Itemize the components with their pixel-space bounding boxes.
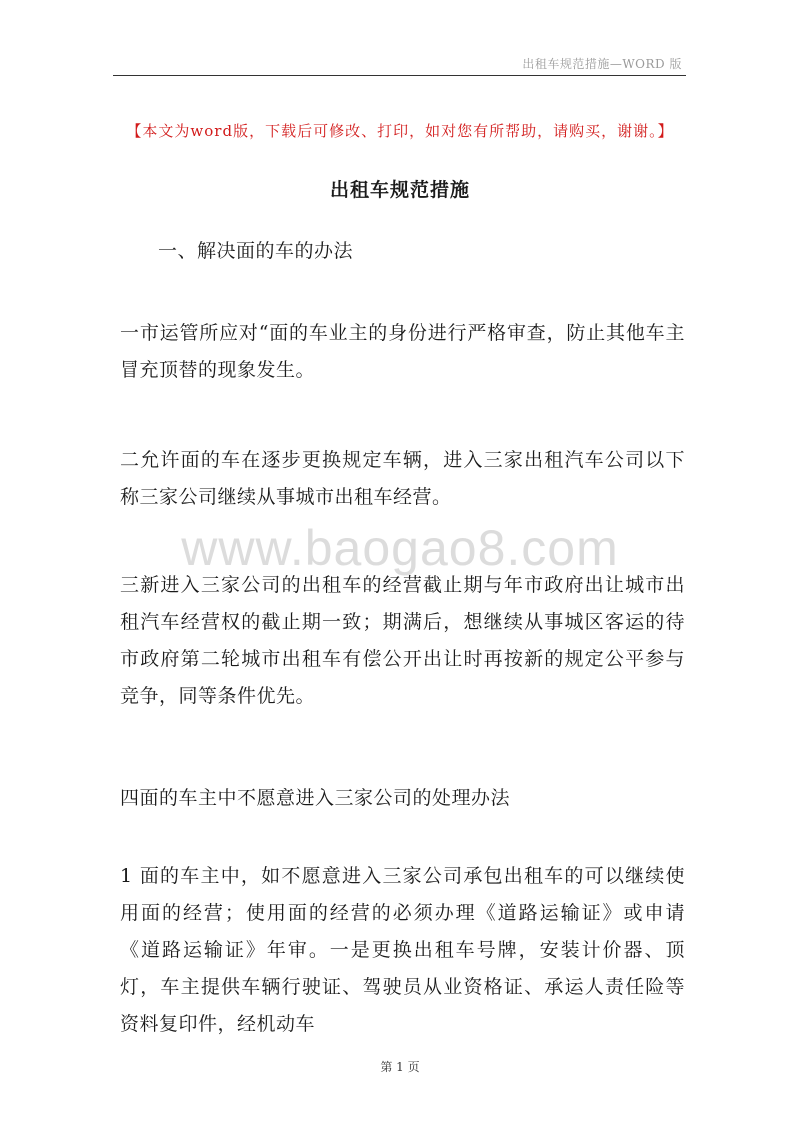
site-watermark: www.baogao8.com bbox=[181, 520, 619, 576]
running-header: 出租车规范措施—WORD 版 bbox=[522, 57, 682, 71]
page-number: 第 1 页 bbox=[380, 1060, 420, 1074]
section-heading-1: 一、解决面的车的办法 bbox=[158, 240, 354, 262]
purchase-notice: 【本文为word版，下载后可修改、打印，如对您有所帮助，请购买，谢谢。】 bbox=[126, 122, 674, 140]
paragraph-3: 三新进入三家公司的出租车的经营截止期与年市政府出让城市出租汽车经营权的截止期一致；期满后，想继续从事城区客运的待市政府第二轮城市出租车有偿公开出让时再按新的规定公平参与竞争，同等条件优先。 bbox=[120, 574, 685, 707]
paragraph-4: 四面的车主中不愿意进入三家公司的处理办法 bbox=[120, 787, 511, 809]
paragraph-5: 1 面的车主中，如不愿意进入三家公司承包出租车的可以继续使用面的经营；使用面的经营的必须办理《道路运输证》或申请《道路运输证》年审。一是更换出租车号牌，安装计价器、顶灯，车主提供车辆行驶证、驾驶员从业资格证、承运人责任险等资料复印件，经机动车 bbox=[120, 865, 685, 1035]
document-title: 出租车规范措施 bbox=[329, 179, 470, 201]
paragraph-2: 二允许面的车在逐步更换规定车辆，进入三家出租汽车公司以下称三家公司继续从事城市出租车经营。 bbox=[120, 449, 685, 508]
paragraph-1: 一市运管所应对“面的车业主的身份进行严格审查，防止其他车主冒充顶替的现象发生。 bbox=[120, 322, 685, 381]
header-divider bbox=[113, 75, 686, 76]
